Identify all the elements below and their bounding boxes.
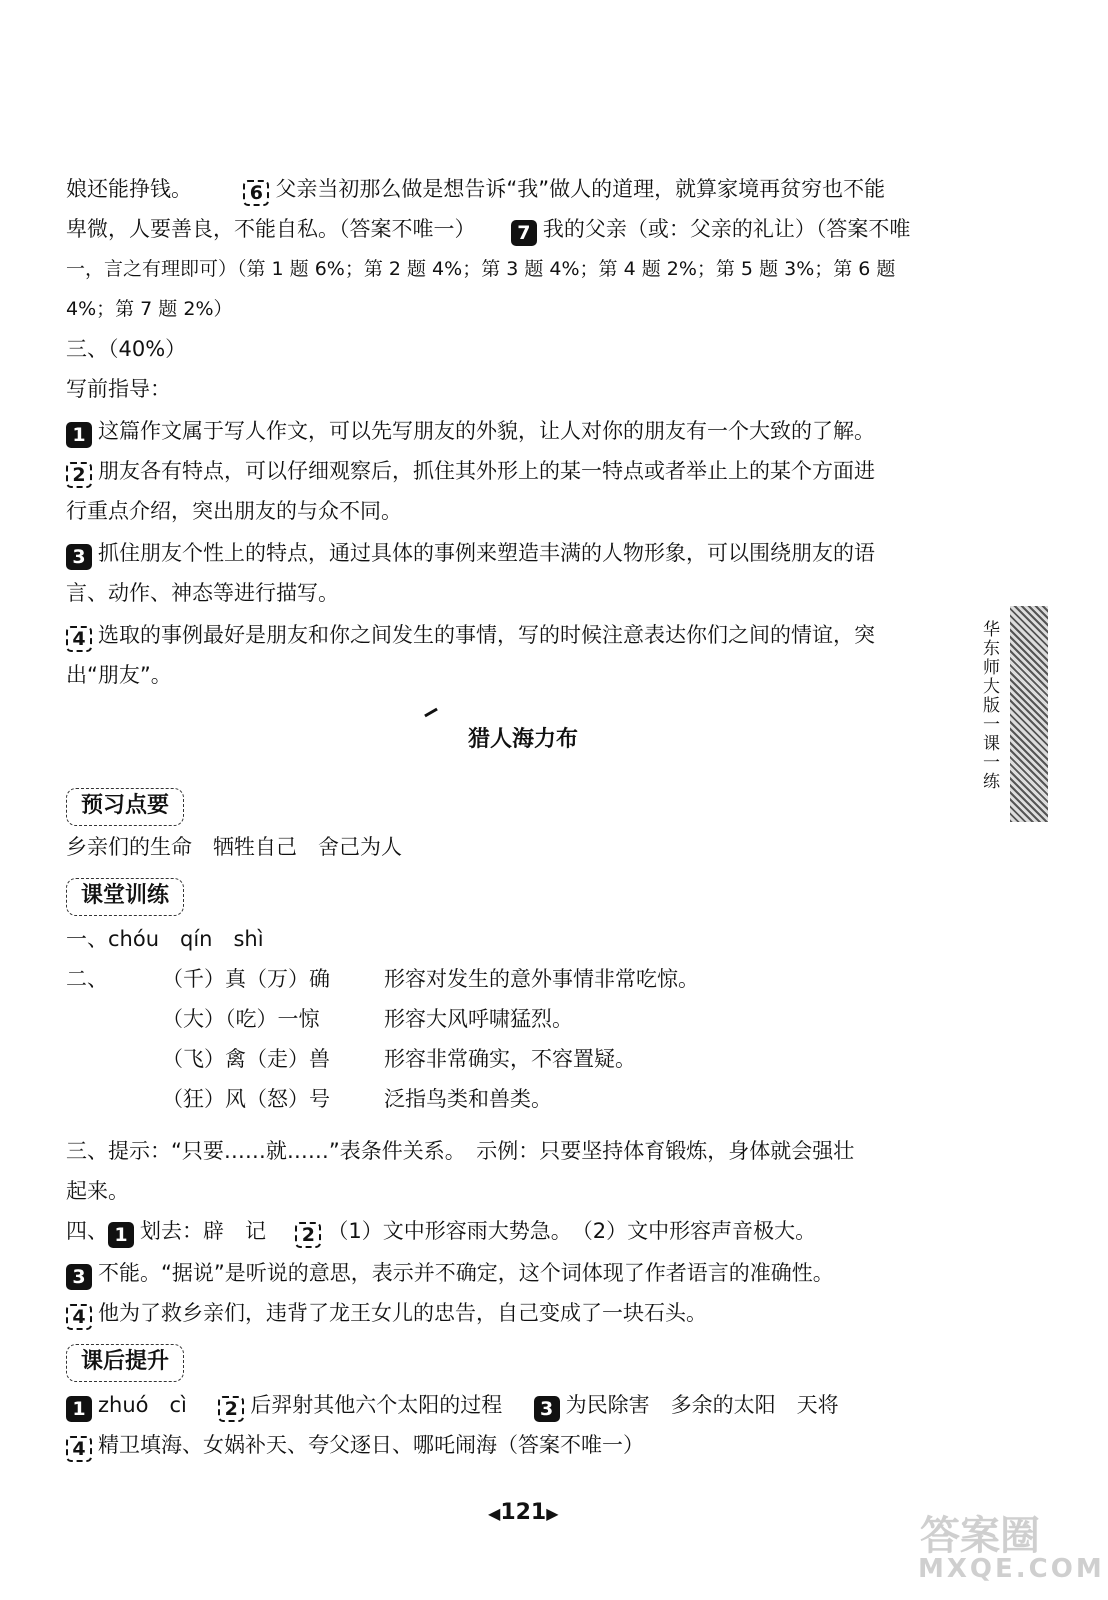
line-text: 娘还能挣钱。: [66, 177, 192, 201]
section-tag-preview: 预习点要: [66, 788, 184, 826]
text-line: 一，言之有理即可）（第 1 题 6%；第 2 题 4%；第 3 题 4%；第 4 题 2%；第 5 题 3%；第 6 题: [66, 258, 896, 280]
guide-item-2: [66, 456, 875, 488]
text-line: 起来。: [66, 1179, 129, 1203]
number-badge-3: 3: [66, 1264, 92, 1290]
section-tag-class: 课堂训练: [66, 878, 184, 916]
guide-item-3: [66, 538, 875, 570]
right-triangle-icon: ▶: [546, 1504, 559, 1523]
lesson-title: 猎人海力布: [468, 727, 579, 752]
page-number: [488, 1500, 559, 1525]
number-badge-2: 2: [66, 462, 92, 488]
side-label: 华东师大版一课一练: [979, 620, 999, 791]
line-text: 我的父亲（或：父亲的礼让）（答案不唯: [542, 217, 911, 241]
after-answers-row: [66, 1390, 839, 1422]
section-tag-after: 课后提升: [66, 1344, 184, 1382]
writing-guide-label: 写前指导：: [66, 377, 171, 401]
number-badge-1: 1: [66, 422, 92, 448]
watermark-url: MXQE.COM: [918, 1554, 1105, 1584]
line-text: 朋友各有特点，可以仔细观察后，抓住其外形上的某一特点或者举止上的某个方面进: [98, 459, 875, 483]
number-badge-4: 4: [66, 1436, 92, 1462]
preview-answers: 乡亲们的生命 牺牲自己 舍己为人: [66, 835, 402, 859]
line-text: 抓住朋友个性上的特点，通过具体的事例来塑造丰满的人物形象，可以围绕朋友的语: [98, 541, 875, 565]
after-answer-4: [66, 1430, 644, 1462]
number-badge-1: 1: [66, 1396, 92, 1422]
line-text: 不能。“据说”是听说的意思，表示并不确定，这个词体现了作者语言的准确性。: [98, 1261, 834, 1285]
text-line: 4%；第 7 题 2%）: [66, 298, 233, 320]
q4-answer-3: [66, 1258, 834, 1290]
q2-label: 二、: [66, 967, 108, 991]
guide-item-1: [66, 416, 875, 448]
q3-answer: 三、提示：“只要……就……”表条件关系。 示例：只要坚持体育锻炼，身体就会强壮: [66, 1139, 855, 1163]
idiom-meaning-3: 形容非常确实，不容置疑。: [384, 1047, 636, 1071]
number-badge-7: 7: [511, 220, 537, 246]
line-text: zhuó cì: [98, 1393, 187, 1417]
line-text: 选取的事例最好是朋友和你之间发生的事情，写的时候注意表达你们之间的情谊，突: [98, 623, 875, 647]
idiom-meaning-1: 形容对发生的意外事情非常吃惊。: [384, 967, 699, 991]
left-triangle-icon: ◀: [488, 1504, 501, 1523]
text-line: [66, 214, 910, 246]
line-text: 他为了救乡亲们，违背了龙王女儿的忠告，自己变成了一块石头。: [98, 1301, 707, 1325]
idiom-1: （千）真（万）确: [162, 967, 330, 991]
line-text: 划去：辟 记: [140, 1219, 266, 1243]
line-text: 后羿射其他六个太阳的过程: [250, 1393, 503, 1417]
number-badge-4: 4: [66, 626, 92, 652]
line-text: 这篇作文属于写人作文，可以先写朋友的外貌，让人对你的朋友有一个大致的了解。: [98, 419, 875, 443]
line-text: 父亲当初那么做是想告诉“我”做人的道理，就算家境再贫穷也不能: [275, 177, 886, 201]
number-badge-4: 4: [66, 1304, 92, 1330]
number-badge-1: 1: [108, 1222, 134, 1248]
idiom-meaning-4: 泛指鸟类和兽类。: [384, 1087, 552, 1111]
number-badge-2: 2: [218, 1396, 244, 1422]
line-text: 精卫填海、女娲补天、夸父逐日、哪吒闹海（答案不唯一）: [98, 1433, 644, 1457]
text-line: 出“朋友”。: [66, 663, 172, 687]
idiom-2: （大）（吃）一惊: [162, 1007, 320, 1031]
idiom-meaning-2: 形容大风呼啸猛烈。: [384, 1007, 573, 1031]
q1-answer: 一、chóu qín shì: [66, 927, 264, 951]
line-text: 为民除害 多余的太阳 天将: [565, 1393, 839, 1417]
number-badge-6: 6: [243, 180, 269, 206]
side-hatch-decoration: [1010, 606, 1048, 822]
q4-answer-1: [66, 1216, 816, 1248]
section-three-label: 三、（40%）: [66, 337, 187, 361]
text-line: 言、动作、神态等进行描写。: [66, 581, 339, 605]
q4-label: 四、: [66, 1219, 108, 1243]
q4-answer-4: [66, 1298, 707, 1330]
number-badge-3: 3: [534, 1396, 560, 1422]
line-text: （1）文中形容雨大势急。 （2）文中形容声音极大。: [327, 1219, 817, 1243]
number-badge-3: 3: [66, 544, 92, 570]
guide-item-4: [66, 620, 875, 652]
line-text: 卑微，人要善良，不能自私。（答案不唯一）: [66, 217, 476, 241]
number-badge-2: 2: [295, 1222, 321, 1248]
page-number-text: 121: [500, 1500, 547, 1525]
text-line: 行重点介绍，突出朋友的与众不同。: [66, 499, 402, 523]
idiom-4: （狂）风（怒）号: [162, 1087, 330, 1111]
text-line: [66, 174, 885, 206]
watermark-logo: 答案圈: [920, 1513, 1040, 1559]
idiom-3: （飞）禽（走）兽: [162, 1047, 330, 1071]
title-mark: [424, 708, 438, 718]
